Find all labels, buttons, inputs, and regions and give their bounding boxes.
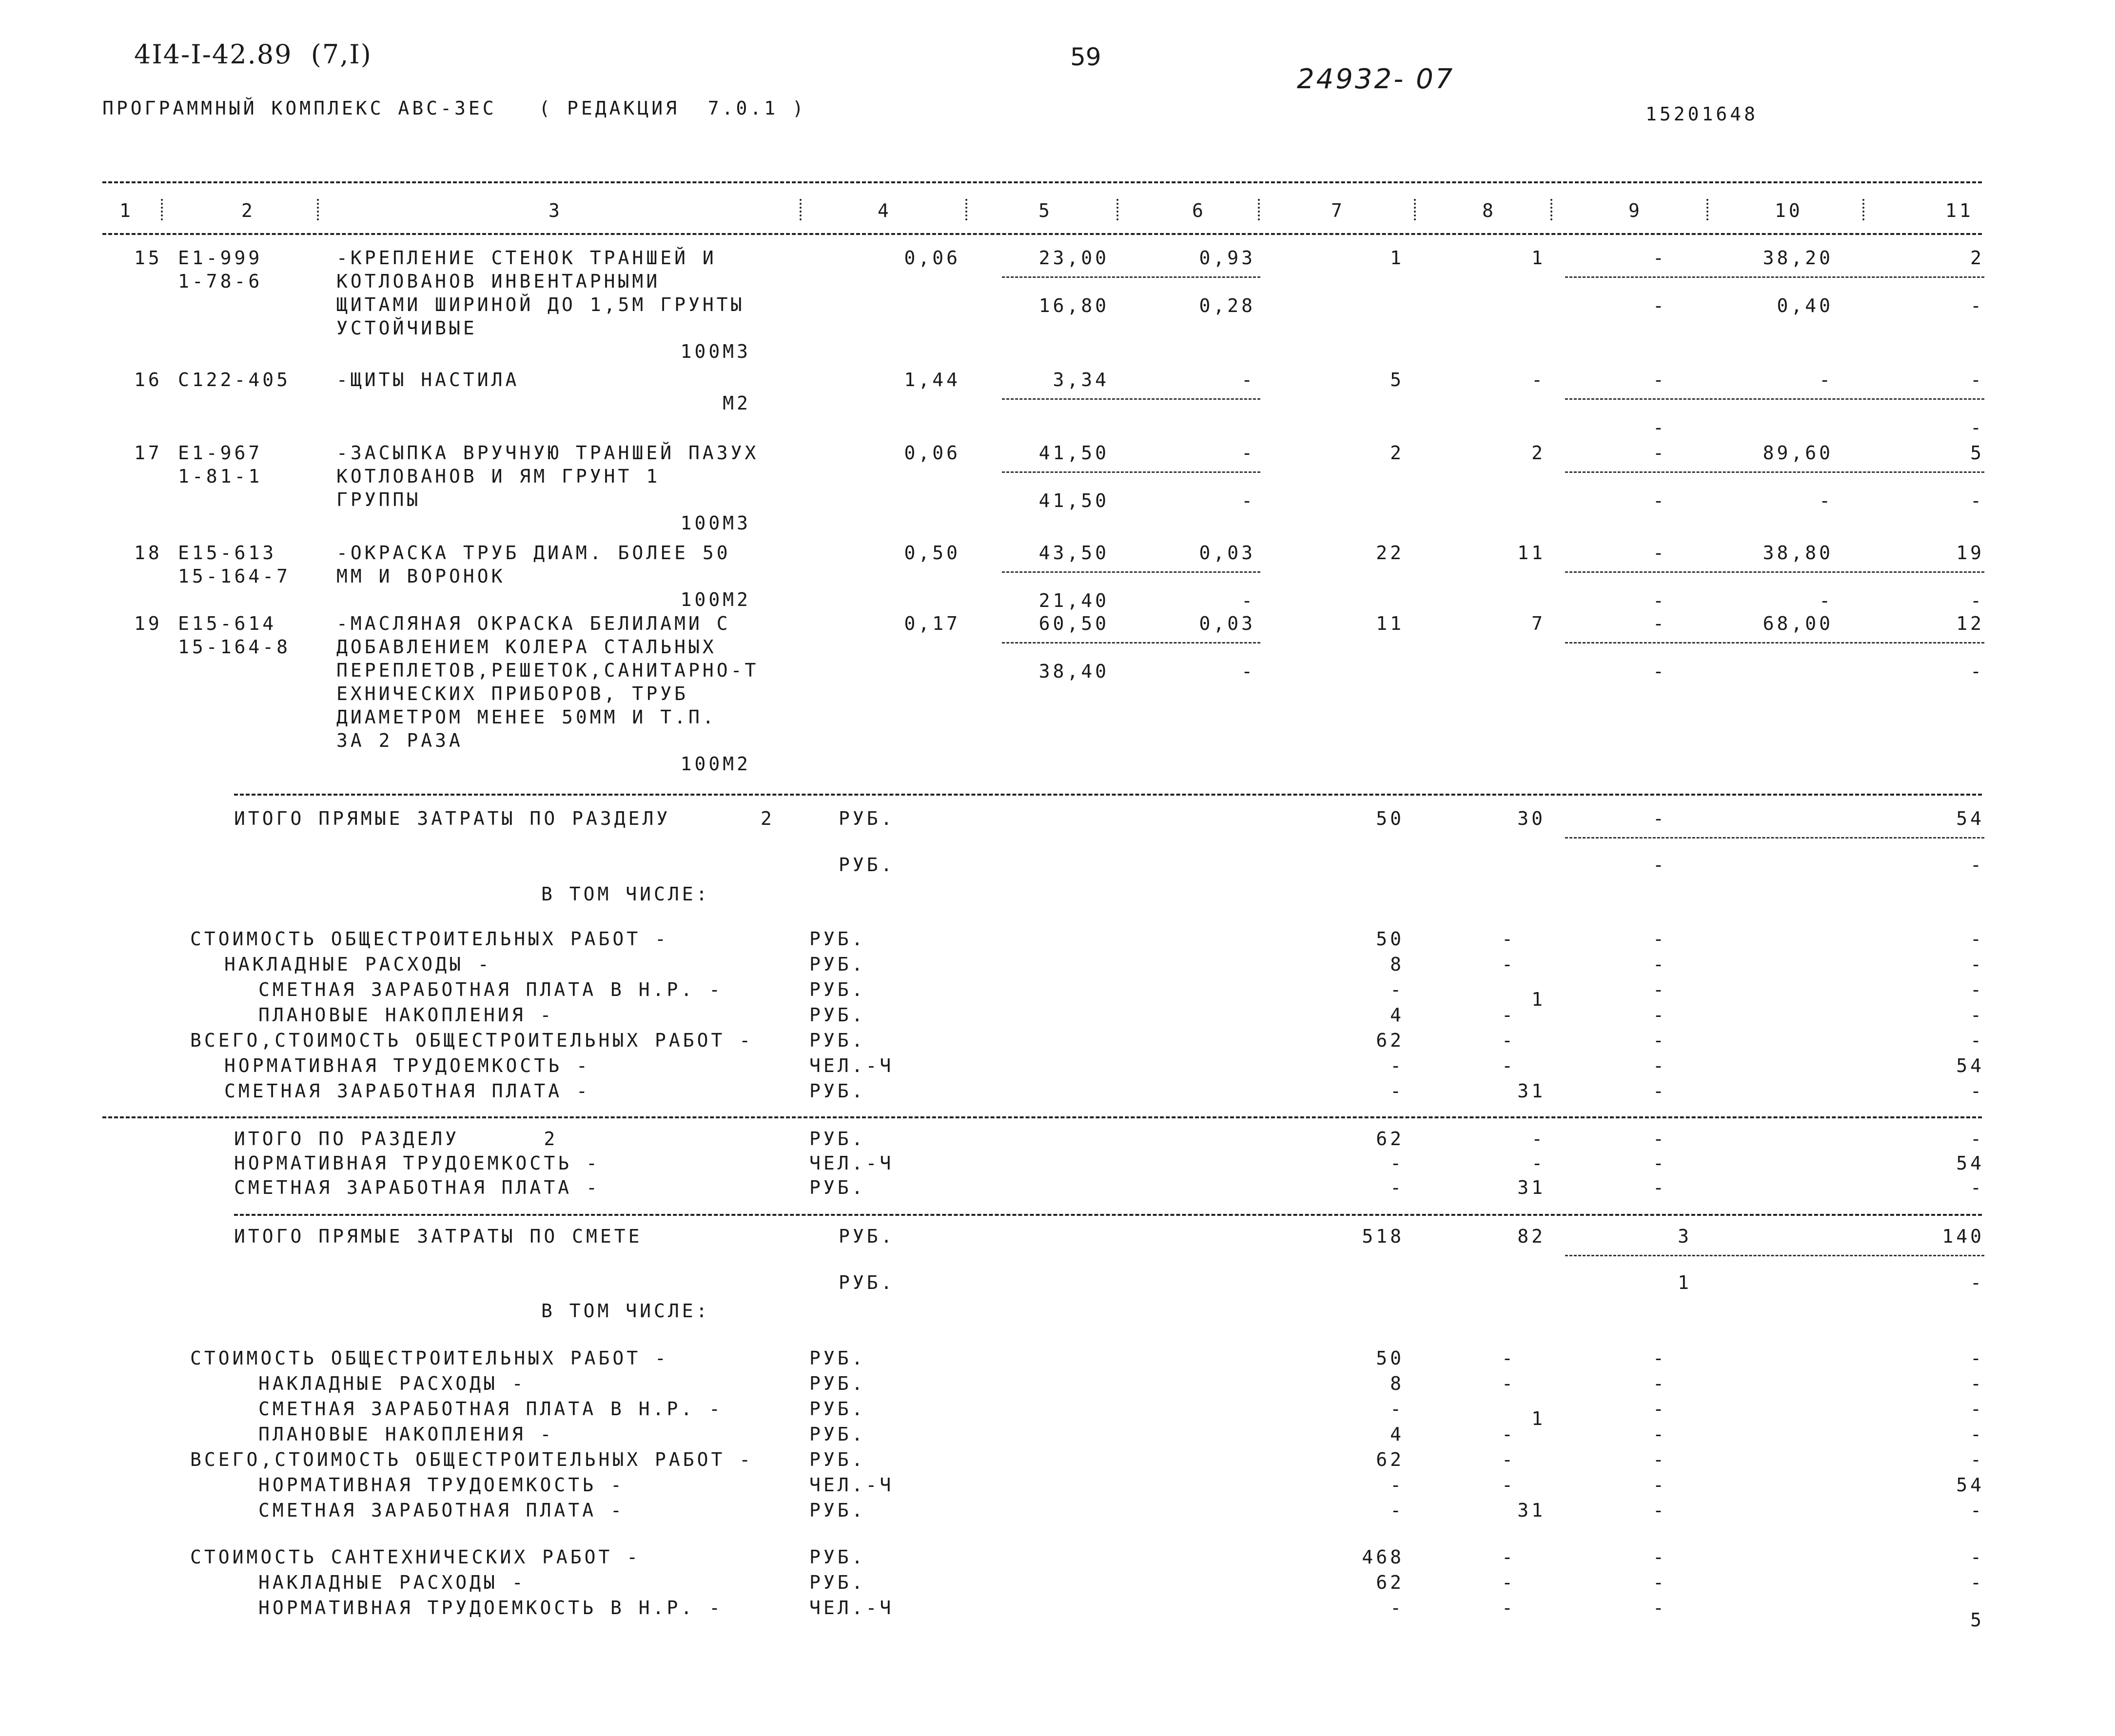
section-total-unit: РУБ.	[839, 808, 895, 829]
section-summary-col11: -	[1970, 1128, 1984, 1150]
row-split-rule	[1002, 471, 1260, 473]
row-description-line: УСТОЙЧИВЫЕ	[336, 317, 477, 339]
row-number: 16	[134, 369, 162, 390]
sanitary-col9: -	[1653, 1597, 1667, 1619]
sanitary-col8: -	[1502, 1597, 1516, 1619]
sanitary-col11: 5	[1970, 1609, 1984, 1631]
breakdown-col7: 50	[1376, 928, 1404, 950]
row-split-rule	[1002, 571, 1260, 573]
row-col10-secondary: -	[1819, 490, 1833, 511]
section-summary-col7: 62	[1376, 1128, 1404, 1150]
breakdown-col8: -	[1502, 1055, 1516, 1076]
estimate-total-col8: 82	[1517, 1226, 1546, 1247]
row-col5: 41,50	[1038, 442, 1109, 464]
breakdown-col11: -	[1970, 1500, 1984, 1521]
estimate-total-unit-secondary: РУБ.	[839, 1272, 895, 1293]
row-col6-secondary: -	[1241, 490, 1255, 511]
breakdown-col8: -	[1502, 1474, 1516, 1496]
breakdown-col11: 54	[1956, 1055, 1984, 1076]
breakdown-label: СМЕТНАЯ ЗАРАБОТНАЯ ПЛАТА -	[258, 1500, 625, 1521]
row-col7: 1	[1390, 247, 1404, 269]
breakdown-col11: -	[1970, 954, 1984, 975]
breakdown-col9: -	[1653, 1398, 1667, 1420]
row-description-line: ДИАМЕТРОМ МЕНЕЕ 50ММ И Т.П.	[336, 706, 717, 728]
breakdown-label: НАКЛАДНЫЕ РАСХОДЫ -	[258, 1373, 526, 1394]
breakdown-col11: -	[1970, 979, 1984, 1000]
program-title: ПРОГРАММНЫЙ КОМПЛЕКС АВС-ЗЕС ( РЕДАКЦИЯ 7.0.1 )	[102, 98, 806, 119]
column-separator	[1414, 199, 1416, 220]
breakdown-col8-value: 1	[1531, 989, 1546, 1010]
column-separator	[1550, 199, 1552, 220]
row-col6: 0,93	[1199, 247, 1255, 269]
row-col8: 2	[1531, 442, 1546, 464]
row-col5: 23,00	[1038, 247, 1109, 269]
row-col6-secondary: 0,28	[1199, 295, 1255, 316]
row-quantity: 0,17	[904, 613, 960, 634]
row-col8: -	[1531, 369, 1546, 390]
breakdown-col9: -	[1653, 1500, 1667, 1521]
breakdown-col11: 54	[1956, 1474, 1984, 1496]
sanitary-col8: -	[1502, 1572, 1516, 1593]
row-col7: 2	[1390, 442, 1404, 464]
section-total-col7: 50	[1376, 808, 1404, 829]
including-label-2: В ТОМ ЧИСЛЕ:	[541, 1300, 710, 1322]
row-col10: 38,20	[1762, 247, 1833, 269]
breakdown-label: СТОИМОСТЬ ОБЩЕСТРОИТЕЛЬНЫХ РАБОТ -	[190, 1347, 669, 1369]
section-summary-label: ИТОГО ПО РАЗДЕЛУ 2	[234, 1128, 558, 1150]
row-description-line: -КРЕПЛЕНИЕ СТЕНОК ТРАНШЕЙ И	[336, 247, 717, 269]
row-col11-secondary: -	[1970, 590, 1984, 611]
row-col8: 7	[1531, 613, 1546, 634]
section-summary-unit: ЧЕЛ.-Ч	[809, 1152, 894, 1174]
row-number: 17	[134, 442, 162, 464]
row-col11-secondary: -	[1970, 417, 1984, 438]
row-split-rule-right	[1565, 471, 1984, 473]
breakdown-col11: -	[1970, 1424, 1984, 1445]
breakdown-col7: 4	[1390, 1424, 1404, 1445]
table-top-rule	[102, 181, 1982, 183]
row-split-rule	[1002, 276, 1260, 278]
breakdown-col8: -	[1502, 928, 1516, 950]
row-col10: 89,60	[1762, 442, 1833, 464]
row-code: Е15-614	[178, 613, 277, 634]
estimate-total-col7: 518	[1362, 1226, 1404, 1247]
breakdown-label: НОРМАТИВНАЯ ТРУДОЕМКОСТЬ -	[224, 1055, 590, 1076]
row-col11: 5	[1970, 442, 1984, 464]
row-quantity: 0,50	[904, 542, 960, 564]
row-col7: 11	[1376, 613, 1404, 634]
row-unit: 100М3	[680, 512, 751, 534]
breakdown-col8: -	[1502, 954, 1516, 975]
row-col8: 1	[1531, 247, 1546, 269]
row-col10: -	[1819, 369, 1833, 390]
breakdown-col11: -	[1970, 1398, 1984, 1420]
column-header-11: 11	[1945, 200, 1974, 221]
row-number: 19	[134, 613, 162, 634]
estimate-total-col11: 140	[1942, 1226, 1984, 1247]
section-total-col9-secondary: -	[1653, 854, 1667, 876]
row-col9: -	[1653, 369, 1667, 390]
handwritten-code: 24932- 07	[1297, 63, 1455, 95]
row-col6-secondary: -	[1241, 661, 1255, 682]
estimate-total-col11-secondary: -	[1970, 1272, 1984, 1293]
sanitary-label: СТОИМОСТЬ САНТЕХНИЧЕСКИХ РАБОТ -	[190, 1546, 641, 1568]
column-header-8: 8	[1482, 200, 1496, 221]
breakdown-label: ВСЕГО,СТОИМОСТЬ ОБЩЕСТРОИТЕЛЬНЫХ РАБОТ -	[190, 1449, 754, 1470]
row-code-secondary: 1-81-1	[178, 466, 263, 487]
row-quantity: 0,06	[904, 442, 960, 464]
breakdown-unit: ЧЕЛ.-Ч	[809, 1474, 894, 1496]
section-total-col11: 54	[1956, 808, 1984, 829]
section-summary-col8: -	[1531, 1152, 1546, 1174]
breakdown-col9: -	[1653, 1004, 1667, 1026]
table-header-rule	[102, 233, 1982, 235]
row-description-line: КОТЛОВАНОВ И ЯМ ГРУНТ 1	[336, 466, 661, 487]
breakdown-label: СМЕТНАЯ ЗАРАБОТНАЯ ПЛАТА -	[224, 1080, 590, 1102]
column-separator	[1862, 199, 1864, 220]
sanitary-unit: РУБ.	[809, 1572, 866, 1593]
row-col10-secondary: 0,40	[1777, 295, 1833, 316]
row-col6: 0,03	[1199, 542, 1255, 564]
breakdown-label: СМЕТНАЯ ЗАРАБОТНАЯ ПЛАТА В Н.Р. -	[258, 979, 723, 1000]
row-col10: 38,80	[1762, 542, 1833, 564]
breakdown-col9: -	[1653, 1080, 1667, 1102]
row-col11-secondary: -	[1970, 490, 1984, 511]
breakdown-col11: -	[1970, 1030, 1984, 1051]
section-summary-col8: -	[1531, 1128, 1546, 1150]
sanitary-label: НОРМАТИВНАЯ ТРУДОЕМКОСТЬ В Н.Р. -	[258, 1597, 723, 1619]
estimate-total-split-rule	[1565, 1255, 1984, 1256]
breakdown-col11: -	[1970, 928, 1984, 950]
section-summary-label: СМЕТНАЯ ЗАРАБОТНАЯ ПЛАТА -	[234, 1177, 600, 1198]
breakdown-col11: -	[1970, 1004, 1984, 1026]
row-col11: -	[1970, 369, 1984, 390]
row-split-rule	[1002, 398, 1260, 400]
breakdown-label: НАКЛАДНЫЕ РАСХОДЫ -	[224, 954, 492, 975]
row-description-line: ЕХНИЧЕСКИХ ПРИБОРОВ, ТРУБ	[336, 683, 688, 704]
sanitary-unit: ЧЕЛ.-Ч	[809, 1597, 894, 1619]
row-description-line: -ОКРАСКА ТРУБ ДИАМ. БОЛЕЕ 50	[336, 542, 731, 564]
row-number: 18	[134, 542, 162, 564]
column-header-7: 7	[1331, 200, 1345, 221]
breakdown-col7: 8	[1390, 1373, 1404, 1394]
breakdown-col8: -	[1502, 1004, 1516, 1026]
row-col9-secondary: -	[1653, 590, 1667, 611]
row-description-line: ММ И ВОРОНОК	[336, 566, 506, 587]
breakdown-unit: РУБ.	[809, 1424, 866, 1445]
sanitary-label: НАКЛАДНЫЕ РАСХОДЫ -	[258, 1572, 526, 1593]
row-code: С122-405	[178, 369, 291, 390]
breakdown-label: ПЛАНОВЫЕ НАКОПЛЕНИЯ -	[258, 1004, 554, 1026]
row-description-line: ДОБАВЛЕНИЕМ КОЛЕРА СТАЛЬНЫХ	[336, 636, 717, 658]
breakdown-label: ПЛАНОВЫЕ НАКОПЛЕНИЯ -	[258, 1424, 554, 1445]
breakdown-col8: -	[1502, 1373, 1516, 1394]
row-col7: 22	[1376, 542, 1404, 564]
column-header-10: 10	[1775, 200, 1803, 221]
breakdown-col7: -	[1390, 1474, 1404, 1496]
section-total-col11-secondary: -	[1970, 854, 1984, 876]
breakdown-col9: -	[1653, 1030, 1667, 1051]
breakdown-col9: -	[1653, 1373, 1667, 1394]
column-separator	[965, 199, 967, 220]
row-col10: 68,00	[1762, 613, 1833, 634]
breakdown-end-rule	[102, 1116, 1982, 1118]
section-total-col8: 30	[1517, 808, 1546, 829]
row-quantity: 0,06	[904, 247, 960, 269]
section-total-label: ИТОГО ПРЯМЫЕ ЗАТРАТЫ ПО РАЗДЕЛУ	[234, 808, 671, 829]
row-col5-secondary: 41,50	[1038, 490, 1109, 511]
breakdown-label: НОРМАТИВНАЯ ТРУДОЕМКОСТЬ -	[258, 1474, 625, 1496]
row-col9: -	[1653, 442, 1667, 464]
serial-number: 15201648	[1645, 103, 1759, 125]
sanitary-col9: -	[1653, 1572, 1667, 1593]
including-label: В ТОМ ЧИСЛЕ:	[541, 883, 710, 905]
row-split-rule-right	[1565, 276, 1984, 278]
row-col9-secondary: -	[1653, 490, 1667, 511]
row-col6-secondary: -	[1241, 590, 1255, 611]
row-description-line: ЩИТАМИ ШИРИНОЙ ДО 1,5М ГРУНТЫ	[336, 294, 745, 315]
sanitary-col7: -	[1390, 1597, 1404, 1619]
sanitary-col11: -	[1970, 1572, 1984, 1593]
breakdown-col11: -	[1970, 1347, 1984, 1369]
breakdown-col7: 50	[1376, 1347, 1404, 1369]
breakdown-unit: РУБ.	[809, 1398, 866, 1420]
row-description-line: ГРУППЫ	[336, 489, 421, 510]
breakdown-unit: РУБ.	[809, 928, 866, 950]
breakdown-col9: -	[1653, 979, 1667, 1000]
column-separator	[317, 199, 319, 220]
breakdown-col9: -	[1653, 928, 1667, 950]
row-code-secondary: 1-78-6	[178, 271, 263, 292]
breakdown-unit: РУБ.	[809, 954, 866, 975]
row-split-rule-right	[1565, 642, 1984, 644]
sanitary-col9: -	[1653, 1546, 1667, 1568]
column-header-5: 5	[1038, 200, 1053, 221]
column-separator	[800, 199, 802, 220]
estimate-total-rule	[234, 1214, 1982, 1216]
column-header-6: 6	[1192, 200, 1206, 221]
breakdown-col7: -	[1390, 1055, 1404, 1076]
row-code-secondary: 15-164-7	[178, 566, 291, 587]
row-description-line: КОТЛОВАНОВ ИНВЕНТАРНЫМИ	[336, 271, 661, 292]
section-summary-col9: -	[1653, 1177, 1667, 1198]
breakdown-unit: РУБ.	[809, 1347, 866, 1369]
breakdown-col9: -	[1653, 1449, 1667, 1470]
column-header-4: 4	[878, 200, 892, 221]
row-quantity: 1,44	[904, 369, 960, 390]
document-code: 4I4-I-42.89 (7,I)	[134, 39, 372, 70]
row-description-line: ПЕРЕПЛЕТОВ,РЕШЕТОК,САНИТАРНО-Т	[336, 660, 759, 681]
row-code: Е1-999	[178, 247, 263, 269]
breakdown-unit: РУБ.	[809, 1080, 866, 1102]
breakdown-col7: 62	[1376, 1449, 1404, 1470]
section-summary-unit: РУБ.	[809, 1128, 866, 1150]
breakdown-unit: РУБ.	[809, 1500, 866, 1521]
row-col9: -	[1653, 542, 1667, 564]
row-col5: 3,34	[1053, 369, 1109, 390]
breakdown-col8-value: 1	[1531, 1408, 1546, 1429]
section-summary-col7: -	[1390, 1177, 1404, 1198]
section-total-rule	[234, 794, 1982, 796]
breakdown-col8-value: 31	[1517, 1500, 1546, 1521]
breakdown-col7: 8	[1390, 954, 1404, 975]
breakdown-col9: -	[1653, 954, 1667, 975]
column-separator	[1706, 199, 1708, 220]
breakdown-unit: РУБ.	[809, 1373, 866, 1394]
section-summary-col11: 54	[1956, 1152, 1984, 1174]
row-unit: 100М2	[680, 753, 751, 775]
section-summary-unit: РУБ.	[809, 1177, 866, 1198]
row-code-secondary: 15-164-8	[178, 636, 291, 658]
row-col5-secondary: 21,40	[1038, 590, 1109, 611]
estimate-total-label: ИТОГО ПРЯМЫЕ ЗАТРАТЫ ПО СМЕТЕ	[234, 1226, 643, 1247]
row-col10-secondary: -	[1819, 590, 1833, 611]
row-col5: 60,50	[1038, 613, 1109, 634]
row-code: Е15-613	[178, 542, 277, 564]
estimate-total-col9-secondary: 1	[1678, 1272, 1692, 1293]
column-separator	[161, 199, 163, 220]
sanitary-col7: 62	[1376, 1572, 1404, 1593]
breakdown-col9: -	[1653, 1474, 1667, 1496]
row-col9-secondary: -	[1653, 295, 1667, 316]
breakdown-label: ВСЕГО,СТОИМОСТЬ ОБЩЕСТРОИТЕЛЬНЫХ РАБОТ -	[190, 1030, 754, 1051]
row-col11-secondary: -	[1970, 295, 1984, 316]
row-col6: -	[1241, 369, 1255, 390]
breakdown-col8: -	[1502, 1030, 1516, 1051]
row-col9: -	[1653, 613, 1667, 634]
column-header-1: 1	[119, 200, 134, 221]
row-col11: 12	[1956, 613, 1984, 634]
row-split-rule	[1002, 642, 1260, 644]
row-col11: 2	[1970, 247, 1984, 269]
row-description-line: -ЩИТЫ НАСТИЛА	[336, 369, 520, 390]
breakdown-col7: 4	[1390, 1004, 1404, 1026]
page-number: 59	[1070, 43, 1101, 71]
row-col6: 0,03	[1199, 613, 1255, 634]
breakdown-col7: -	[1390, 1398, 1404, 1420]
breakdown-col11: -	[1970, 1449, 1984, 1470]
section-total-unit-secondary: РУБ.	[839, 854, 895, 876]
breakdown-col8: -	[1502, 1347, 1516, 1369]
section-summary-col7: -	[1390, 1152, 1404, 1174]
breakdown-label: СТОИМОСТЬ ОБЩЕСТРОИТЕЛЬНЫХ РАБОТ -	[190, 928, 669, 950]
column-header-2: 2	[241, 200, 255, 221]
estimate-total-unit: РУБ.	[839, 1226, 895, 1247]
sanitary-col7: 468	[1362, 1546, 1404, 1568]
row-col5: 43,50	[1038, 542, 1109, 564]
row-col11: 19	[1956, 542, 1984, 564]
row-split-rule-right	[1565, 571, 1984, 573]
estimate-total-col9: 3	[1678, 1226, 1692, 1247]
breakdown-col8-value: 31	[1517, 1080, 1546, 1102]
row-split-rule-right	[1565, 398, 1984, 400]
row-col5-secondary: 38,40	[1038, 661, 1109, 682]
breakdown-unit: РУБ.	[809, 1449, 866, 1470]
row-col9-secondary: -	[1653, 417, 1667, 438]
column-separator	[1258, 199, 1260, 220]
section-summary-col8: 31	[1517, 1177, 1546, 1198]
section-total-number: 2	[761, 808, 775, 829]
row-col11-secondary: -	[1970, 661, 1984, 682]
breakdown-unit: РУБ.	[809, 1030, 866, 1051]
breakdown-col7: -	[1390, 979, 1404, 1000]
breakdown-col11: -	[1970, 1080, 1984, 1102]
column-header-3: 3	[548, 200, 563, 221]
section-summary-col9: -	[1653, 1152, 1667, 1174]
sanitary-col8: -	[1502, 1546, 1516, 1568]
row-col5-secondary: 16,80	[1038, 295, 1109, 316]
row-col8: 11	[1517, 542, 1546, 564]
breakdown-col9: -	[1653, 1055, 1667, 1076]
breakdown-col8: -	[1502, 1449, 1516, 1470]
breakdown-label: СМЕТНАЯ ЗАРАБОТНАЯ ПЛАТА В Н.Р. -	[258, 1398, 723, 1420]
breakdown-col8: -	[1502, 1424, 1516, 1445]
column-separator	[1116, 199, 1118, 220]
breakdown-unit: РУБ.	[809, 1004, 866, 1026]
sanitary-col11: -	[1970, 1546, 1984, 1568]
row-description-line: -МАСЛЯНАЯ ОКРАСКА БЕЛИЛАМИ С	[336, 613, 731, 634]
breakdown-col7: 62	[1376, 1030, 1404, 1051]
section-summary-col11: -	[1970, 1177, 1984, 1198]
row-col9: -	[1653, 247, 1667, 269]
breakdown-unit: ЧЕЛ.-Ч	[809, 1055, 894, 1076]
section-total-split-rule	[1565, 837, 1984, 839]
row-unit: 100М2	[680, 589, 751, 610]
breakdown-col9: -	[1653, 1424, 1667, 1445]
row-unit: М2	[723, 392, 751, 414]
breakdown-col7: -	[1390, 1080, 1404, 1102]
row-unit: 100М3	[680, 341, 751, 362]
breakdown-col11: -	[1970, 1373, 1984, 1394]
row-code: Е1-967	[178, 442, 263, 464]
breakdown-col9: -	[1653, 1347, 1667, 1369]
column-header-9: 9	[1628, 200, 1643, 221]
breakdown-unit: РУБ.	[809, 979, 866, 1000]
row-description-line: ЗА 2 РАЗА	[336, 730, 463, 751]
section-summary-label: НОРМАТИВНАЯ ТРУДОЕМКОСТЬ -	[234, 1152, 600, 1174]
section-total-col9: -	[1653, 808, 1667, 829]
section-summary-col9: -	[1653, 1128, 1667, 1150]
breakdown-col7: -	[1390, 1500, 1404, 1521]
row-number: 15	[134, 247, 162, 269]
row-col7: 5	[1390, 369, 1404, 390]
sanitary-unit: РУБ.	[809, 1546, 866, 1568]
row-description-line: -ЗАСЫПКА ВРУЧНУЮ ТРАНШЕЙ ПАЗУХ	[336, 442, 759, 464]
row-col9-secondary: -	[1653, 661, 1667, 682]
row-col6: -	[1241, 442, 1255, 464]
